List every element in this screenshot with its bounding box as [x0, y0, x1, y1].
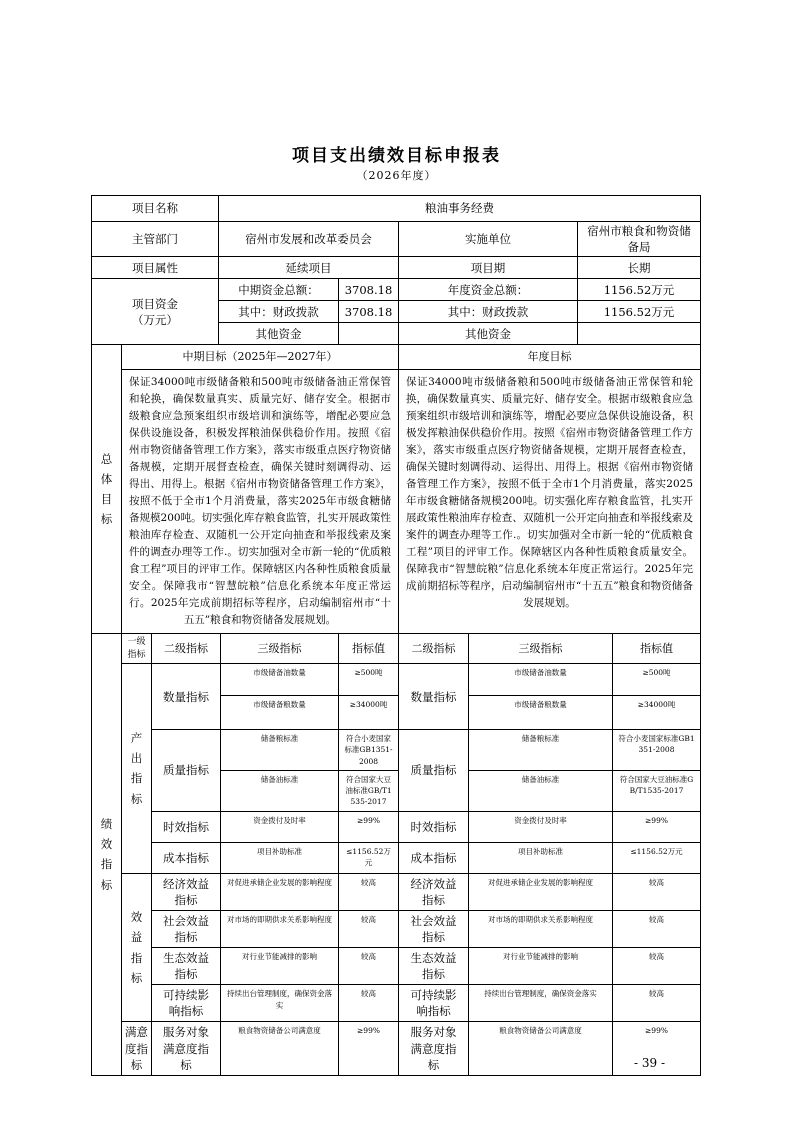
header-level2-right-cell: 二级指标	[399, 634, 469, 664]
indicator-value-cell: 较高	[339, 873, 399, 910]
form-title: 项目支出绩效目标申报表	[292, 146, 501, 166]
header-level1-cell: 一级指标	[122, 634, 152, 664]
level3-name-cell: 对行业节能减排的影响	[469, 948, 613, 985]
indicator-value-cell: ≥500吨	[339, 664, 399, 696]
level2-economic-right-cell: 经济效益指标	[399, 873, 469, 910]
level3-name-cell: 持续出台管理制度，确保资金落实	[221, 985, 339, 1022]
level2-timeliness-left-cell: 时效指标	[152, 811, 221, 842]
indicator-value-cell: 符合小麦国家标准GB1351-2008	[339, 730, 399, 771]
indicator-value-cell: 符合国家大豆油标准GB/T1535-2017	[613, 770, 701, 811]
level2-cost-left-cell: 成本指标	[152, 842, 221, 873]
indicator-value-cell: ≥99%	[339, 1022, 399, 1075]
project-name-label-cell: 项目名称	[92, 196, 219, 222]
level3-name-cell: 储备粮标准	[469, 730, 613, 771]
level3-name-cell: 项目补助标准	[469, 842, 613, 873]
indicator-value-cell: ≥99%	[613, 811, 701, 842]
indicator-value-cell: ≤1156.52万元	[613, 842, 701, 873]
mid-goal-text: 保证34000吨市级储备粮和500吨市级储备油正常保管和轮换，确保数量真实、质量完好、储存安全。根据市级粮食应急预案组织市级培训和演练等，增配必要应急保供设施设备，积极发挥粮油保供稳价作用。按照《宿州市物资储备管理工作方案》，落实市级重点医疗物资储备规模，定期开展督查检查，确保关键时刻调得动、运得出、用得上。根据《宿州市物资储备管理工作方案》，按照不低于全市1个月消费量，落实2025年市级食糖储备规模200吨。切实强化库存粮食监管，扎实开展政策性粮油库存检查、双随机一公开定向抽查和举报线索及案件的调查办理等工作.。切实加强对全市新一轮的“优质粮食工程”项目的评审工作。保障辖区内各种性质粮食质量安全。保障我市“智慧皖粮”信息化系统本年度正常运行。2025年完成前期招标等程序，启动编制宿州市“十五五”粮食和物资储备发展规划。	[122, 370, 399, 634]
fund-mid-total-value-cell: 3708.18	[339, 279, 399, 301]
indicator-value-cell: ≥99%	[613, 1022, 701, 1075]
indicator-value-cell: ≥500吨	[613, 664, 701, 696]
level3-name-cell: 市级储备油数量	[469, 664, 613, 696]
header-level2-left-cell: 二级指标	[152, 634, 221, 664]
level2-quantity-left-cell: 数量指标	[152, 664, 221, 730]
level3-name-cell: 储备油标准	[469, 770, 613, 811]
impl-unit-value-cell: 宿州市粮食和物资储备局	[578, 222, 701, 257]
level1-output-label: 产出指标	[130, 731, 143, 806]
level2-satisfaction-right-cell: 服务对象满意度指标	[399, 1022, 469, 1075]
mid-goal-header-cell: 中期目标（2025年—2027年）	[122, 345, 399, 370]
fund-mid-fiscal-label-cell: 其中：财政拨款	[219, 301, 339, 323]
level3-name-cell: 对促进承储企业发展的影响程度	[469, 873, 613, 910]
level2-timeliness-right-cell: 时效指标	[399, 811, 469, 842]
level2-economic-left-cell: 经济效益指标	[152, 873, 221, 910]
level3-name-cell: 对促进承储企业发展的影响程度	[221, 873, 339, 910]
indicator-value-cell: 较高	[339, 948, 399, 985]
level2-quantity-right-cell: 数量指标	[399, 664, 469, 730]
indicator-value-cell: 较高	[613, 948, 701, 985]
page-number: - 39 -	[633, 1056, 665, 1070]
indicator-value-cell: ≥34000吨	[613, 696, 701, 730]
level2-sustain-left-cell: 可持续影响指标	[152, 985, 221, 1022]
level2-social-right-cell: 社会效益指标	[399, 910, 469, 947]
header-level3-left-cell: 三级指标	[221, 634, 339, 664]
impl-unit-label-cell: 实施单位	[399, 222, 578, 257]
level2-cost-right-cell: 成本指标	[399, 842, 469, 873]
annual-goal-header-cell: 年度目标	[399, 345, 701, 370]
level2-quality-left-cell: 质量指标	[152, 730, 221, 812]
level2-social-left-cell: 社会效益指标	[152, 910, 221, 947]
level3-name-cell: 对行业节能减排的影响	[221, 948, 339, 985]
level3-name-cell: 资金拨付及时率	[469, 811, 613, 842]
indicator-value-cell: ≤1156.52万元	[339, 842, 399, 873]
level1-benefit-label: 效益指标	[130, 910, 143, 985]
level2-ecological-left-cell: 生态效益指标	[152, 948, 221, 985]
indicator-value-cell: 符合国家大豆油标准GB/T1535-2017	[339, 770, 399, 811]
level3-name-cell: 市级储备粮数量	[221, 696, 339, 730]
fund-mid-fiscal-value-cell: 3708.18	[339, 301, 399, 323]
project-name-value-cell: 粮油事务经费	[219, 196, 701, 222]
overall-goal-section-cell	[92, 345, 122, 634]
level3-name-cell: 项目补助标准	[221, 842, 339, 873]
fund-annual-fiscal-label-cell: 其中：财政拨款	[399, 301, 578, 323]
fund-mid-total-label-cell: 中期资金总额：	[219, 279, 339, 301]
period-value-cell: 长期	[578, 257, 701, 279]
overall-goal-section-label: 总体目标	[100, 451, 113, 527]
level3-name-cell: 市级储备粮数量	[469, 696, 613, 730]
project-info-table	[91, 195, 701, 345]
level1-benefit-cell	[122, 873, 152, 1022]
overall-goals-table	[91, 344, 701, 634]
fund-annual-fiscal-value-cell: 1156.52万元	[578, 301, 701, 323]
form-year: （2026年度）	[356, 169, 437, 182]
fund-mid-other-value-cell	[339, 323, 399, 345]
fund-mid-other-label-cell: 其他资金	[219, 323, 339, 345]
attr-value-cell: 延续项目	[219, 257, 399, 279]
indicator-value-cell: 符合小麦国家标准GB1351-2008	[613, 730, 701, 771]
level3-name-cell: 对市场的即期供求关系影响程度	[221, 910, 339, 947]
attr-label-cell: 项目属性	[92, 257, 219, 279]
level3-name-cell: 粮食物资储备公司满意度	[221, 1022, 339, 1075]
level2-quality-right-cell: 质量指标	[399, 730, 469, 812]
indicator-value-cell: 较高	[339, 985, 399, 1022]
fund-label: 项目资金（万元）	[132, 296, 178, 327]
annual-goal-text: 保证34000吨市级储备粮和500吨市级储备油正常保管和轮换，确保数量真实、质量完好、储存安全。根据市级粮食应急预案组织市级培训和演练等，增配必要应急保供设施设备，积极发挥粮油保供稳价作用。按照《宿州市物资储备管理工作方案》，落实市级重点医疗物资储备规模，定期开展督查检查，确保关键时刻调得动、运得出、用得上。根据《宿州市物资储备管理工作方案》，按照不低于全市1个月消费量，落实2025年市级食糖储备规模200吨。切实强化库存粮食监管，扎实开展政策性粮油库存检查、双随机一公开定向抽查和举报线索及案件的调查办理等工作.。切实加强对全市新一轮的“优质粮食工程”项目的评审工作。保障辖区内各种性质粮食质量安全。保障我市“智慧皖粮”信息化系统本年度正常运行。2025年完成前期招标等程序，启动编制宿州市“十五五”粮食和物资储备发展规划。	[399, 370, 701, 634]
header-value-right-cell: 指标值	[613, 634, 701, 664]
fund-annual-total-label-cell: 年度资金总额：	[399, 279, 578, 301]
performance-indicators-table	[91, 633, 701, 1076]
header-level3-right-cell: 三级指标	[469, 634, 613, 664]
level3-name-cell: 对市场的即期供求关系影响程度	[469, 910, 613, 947]
period-label-cell: 项目期	[399, 257, 578, 279]
fund-annual-total-value-cell: 1156.52万元	[578, 279, 701, 301]
indicators-section-cell	[92, 634, 122, 1076]
form-body	[91, 195, 700, 1076]
level3-name-cell: 储备油标准	[221, 770, 339, 811]
indicator-value-cell: ≥99%	[339, 811, 399, 842]
fund-annual-other-value-cell	[578, 323, 701, 345]
indicator-value-cell: ≥34000吨	[339, 696, 399, 730]
level3-name-cell: 持续出台管理制度，确保资金落实	[469, 985, 613, 1022]
level1-satisfaction-cell: 满意度指标	[122, 1022, 152, 1075]
level2-sustain-right-cell: 可持续影响指标	[399, 985, 469, 1022]
header-value-left-cell: 指标值	[339, 634, 399, 664]
level1-output-cell	[122, 664, 152, 874]
fund-label-cell	[92, 279, 219, 345]
fund-annual-other-label-cell: 其他资金	[399, 323, 578, 345]
dept-label-cell: 主管部门	[92, 222, 219, 257]
indicator-value-cell: 较高	[613, 910, 701, 947]
indicator-value-cell: 较高	[613, 873, 701, 910]
indicators-section-label: 绩效指标	[100, 817, 113, 892]
level2-ecological-right-cell: 生态效益指标	[399, 948, 469, 985]
level3-name-cell: 资金拨付及时率	[221, 811, 339, 842]
indicator-value-cell: 较高	[339, 910, 399, 947]
level3-name-cell: 市级储备油数量	[221, 664, 339, 696]
indicator-value-cell: 较高	[613, 985, 701, 1022]
level3-name-cell: 粮食物资储备公司满意度	[469, 1022, 613, 1075]
dept-value-cell: 宿州市发展和改革委员会	[219, 222, 399, 257]
level3-name-cell: 储备粮标准	[221, 730, 339, 771]
level2-satisfaction-left-cell: 服务对象满意度指标	[152, 1022, 221, 1075]
